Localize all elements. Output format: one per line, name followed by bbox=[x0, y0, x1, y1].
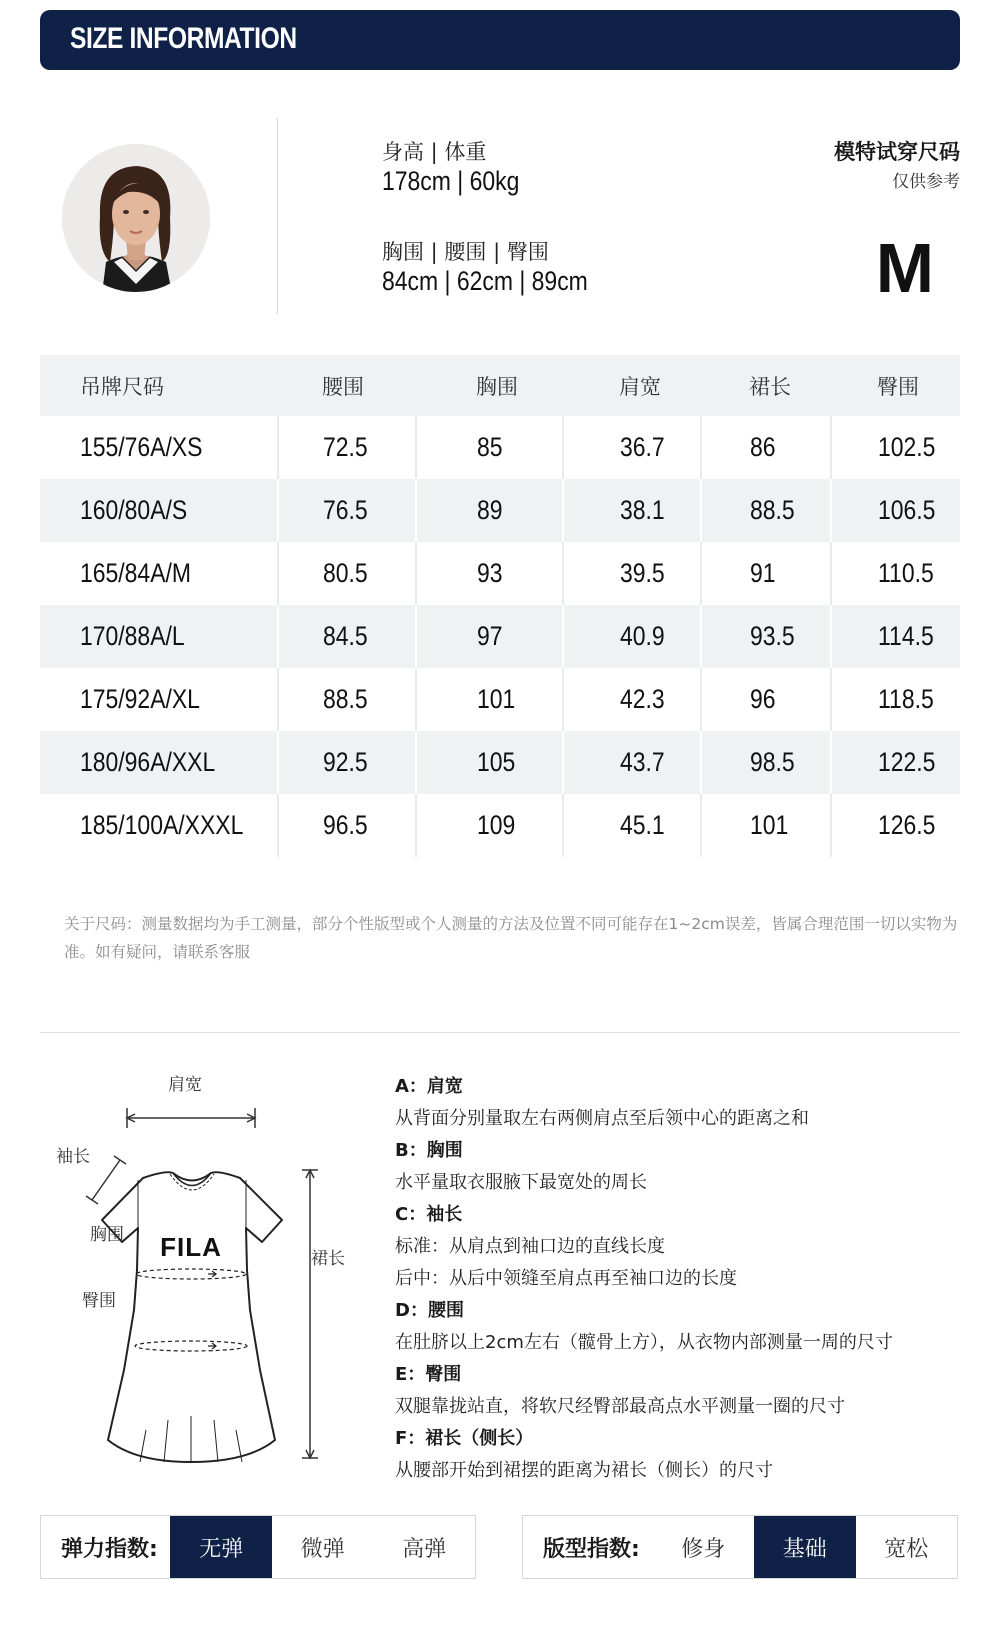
table-cell: 155/76A/XS bbox=[80, 432, 203, 462]
diagram-label-bust: 胸围 bbox=[90, 1225, 124, 1245]
table-cell: 80.5 bbox=[278, 542, 416, 605]
table-cell: 38.1 bbox=[563, 479, 701, 542]
table-cell: 102.5 bbox=[831, 416, 960, 479]
table-cell: 175/92A/XL bbox=[80, 684, 200, 714]
table-cell: 89 bbox=[416, 479, 563, 542]
table-cell: 118.5 bbox=[831, 668, 960, 731]
table-cell: 76.5 bbox=[278, 479, 416, 542]
table-cell: 98.5 bbox=[701, 731, 831, 794]
table-cell: 72.5 bbox=[278, 416, 416, 479]
def-length-title: F：裙长（侧长） bbox=[395, 1428, 534, 1449]
table-cell: 126.5 bbox=[831, 794, 960, 857]
table-header-row bbox=[40, 355, 960, 416]
table-cell: 185/100A/XXXL bbox=[80, 810, 244, 840]
table-cell: 165/84A/M bbox=[80, 558, 192, 588]
table-cell: 106.5 bbox=[831, 479, 960, 542]
table-cell: 101 bbox=[701, 794, 831, 857]
def-bust-title: B：胸围 bbox=[395, 1140, 463, 1161]
table-cell: 105 bbox=[416, 731, 563, 794]
header-hip: 臀围 bbox=[831, 355, 960, 416]
table-cell: 84.5 bbox=[278, 605, 416, 668]
table-cell: 109 bbox=[416, 794, 563, 857]
diagram-label-hip: 臀围 bbox=[82, 1291, 116, 1311]
table-cell: 92.5 bbox=[278, 731, 416, 794]
dress-outline-icon bbox=[40, 1070, 370, 1470]
def-hip-title: E：臀围 bbox=[395, 1364, 462, 1385]
header-shoulder: 肩宽 bbox=[563, 355, 701, 416]
model-fit-size: M bbox=[875, 229, 934, 307]
def-hip-text: 双腿靠拢站直，将软尺经臀部最高点水平测量一圈的尺寸 bbox=[395, 1396, 845, 1417]
table-cell: 39.5 bbox=[563, 542, 701, 605]
header-tag-size: 吊牌尺码 bbox=[40, 355, 278, 416]
table-cell: 36.7 bbox=[563, 416, 701, 479]
table-cell: 85 bbox=[416, 416, 563, 479]
elasticity-option-slight[interactable]: 微弹 bbox=[300, 1536, 345, 1562]
fit-option-regular[interactable]: 基础 bbox=[754, 1516, 856, 1578]
def-sleeve-text-back: 后中：从后中领缝至肩点再至袖口边的长度 bbox=[395, 1268, 737, 1289]
table-row bbox=[40, 416, 960, 479]
table-row bbox=[40, 794, 960, 857]
table-cell: 40.9 bbox=[563, 605, 701, 668]
fit-option-slim[interactable]: 修身 bbox=[681, 1536, 726, 1562]
table-row bbox=[40, 605, 960, 668]
header-bust: 胸围 bbox=[416, 355, 563, 416]
measurement-definitions bbox=[395, 1071, 975, 1487]
table-cell: 101 bbox=[416, 668, 563, 731]
table-row bbox=[40, 668, 960, 731]
table-cell: 97 bbox=[416, 605, 563, 668]
diagram-label-shoulder: 肩宽 bbox=[168, 1075, 202, 1095]
table-cell: 180/96A/XXL bbox=[40, 731, 278, 794]
fila-logo: FILA bbox=[160, 1232, 222, 1262]
table-cell: 114.5 bbox=[831, 605, 960, 668]
table-cell: 96 bbox=[701, 668, 831, 731]
table-cell: 122.5 bbox=[831, 731, 960, 794]
elasticity-index bbox=[40, 1515, 476, 1579]
def-length-text: 从腰部开始到裙摆的距离为裙长（侧长）的尺寸 bbox=[395, 1460, 773, 1481]
table-cell: 93.5 bbox=[701, 605, 831, 668]
elasticity-option-none[interactable]: 无弹 bbox=[170, 1516, 272, 1578]
table-cell: 93 bbox=[416, 542, 563, 605]
diagram-label-length: 裙长 bbox=[311, 1249, 345, 1269]
def-waist-title: D：腰围 bbox=[395, 1300, 464, 1321]
def-waist-text: 在肚脐以上2cm左右（髋骨上方），从衣物内部测量一周的尺寸 bbox=[395, 1332, 893, 1353]
elasticity-option-high[interactable]: 高弹 bbox=[402, 1536, 447, 1562]
table-cell: 88.5 bbox=[701, 479, 831, 542]
dress-diagram bbox=[40, 1070, 370, 1470]
body-measure-label: 胸围 | 腰围 | 臀围 bbox=[382, 240, 549, 264]
height-weight-label: 身高 | 体重 bbox=[382, 140, 487, 164]
header-waist: 腰围 bbox=[278, 355, 416, 416]
model-avatar bbox=[62, 144, 210, 292]
table-cell: 160/80A/S bbox=[40, 479, 278, 542]
model-fit-title: 模特试穿尺码 bbox=[834, 140, 960, 164]
table-row bbox=[40, 479, 960, 542]
def-sleeve-title: C：袖长 bbox=[395, 1204, 463, 1225]
table-cell: 42.3 bbox=[563, 668, 701, 731]
diagram-label-sleeve: 袖长 bbox=[56, 1147, 90, 1167]
model-portrait-icon bbox=[62, 144, 210, 292]
fit-option-loose[interactable]: 宽松 bbox=[884, 1536, 929, 1562]
header-length: 裙长 bbox=[701, 355, 831, 416]
model-divider bbox=[277, 118, 278, 314]
table-cell: 170/88A/L bbox=[40, 605, 278, 668]
table-cell: 91 bbox=[701, 542, 831, 605]
body-measure-value: 84cm | 62cm | 89cm bbox=[382, 266, 588, 296]
table-row bbox=[40, 731, 960, 794]
table-cell: 45.1 bbox=[563, 794, 701, 857]
table-cell: 86 bbox=[701, 416, 831, 479]
section-divider bbox=[40, 1032, 960, 1033]
elasticity-label: 弹力指数: bbox=[61, 1536, 158, 1562]
banner-title: SIZE INFORMATION bbox=[70, 22, 297, 55]
size-note: 关于尺码：测量数据均为手工测量，部分个性版型或个人测量的方法及位置不同可能存在1~2cm误差，皆属合理范围一切以实物为准。如有疑问，请联系客服 bbox=[64, 915, 958, 961]
size-table bbox=[40, 355, 960, 857]
table-cell: 110.5 bbox=[831, 542, 960, 605]
fit-index bbox=[522, 1515, 958, 1579]
def-shoulder-title: A：肩宽 bbox=[395, 1076, 463, 1097]
table-cell: 88.5 bbox=[278, 668, 416, 731]
header-banner bbox=[40, 10, 960, 70]
def-sleeve-text-standard: 标准：从肩点到袖口边的直线长度 bbox=[395, 1236, 665, 1257]
def-shoulder-text: 从背面分别量取左右两侧肩点至后领中心的距离之和 bbox=[395, 1108, 809, 1129]
table-row bbox=[40, 542, 960, 605]
def-bust-text: 水平量取衣服腋下最宽处的周长 bbox=[395, 1172, 647, 1193]
fit-index-label: 版型指数: bbox=[543, 1536, 640, 1562]
table-cell: 96.5 bbox=[278, 794, 416, 857]
model-fit-subtitle: 仅供参考 bbox=[892, 172, 960, 192]
height-weight-value: 178cm | 60kg bbox=[382, 166, 520, 196]
table-cell: 43.7 bbox=[563, 731, 701, 794]
